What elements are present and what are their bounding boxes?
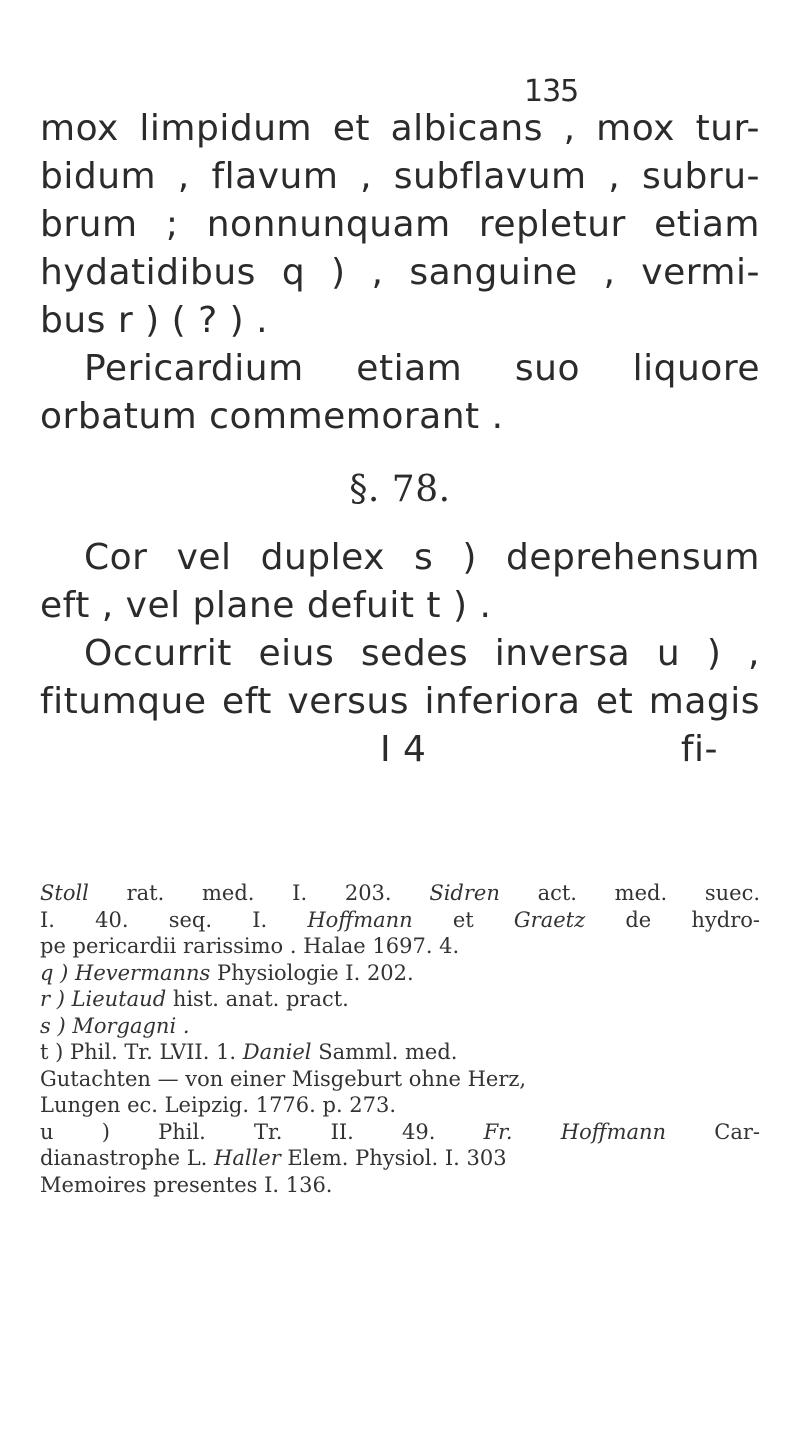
footnote-line: t ) Phil. Tr. LVII. 1. Daniel Samml. med.: [40, 1040, 458, 1064]
section-heading: §. 78.: [349, 469, 451, 510]
footnote-line: dianastrophe L. Haller Elem. Physiol. I. 303: [40, 1146, 507, 1170]
footnote-line: pe pericardii rarissimo . Halae 1697. 4.: [40, 934, 460, 958]
footnote-line: I. 40. seq. I. Hoffmann et Graetz de hydro-: [40, 907, 760, 932]
footnotes: [40, 880, 760, 1198]
text-line: Occurrit eius sedes inversa u ) ,: [84, 633, 760, 674]
text-line: orbatum commemorant .: [40, 396, 504, 437]
footnote-line: q ) Hevermanns Physiologie I. 202.: [40, 960, 414, 985]
signature-mark: I 4: [380, 729, 427, 770]
footnote-line: u ) Phil. Tr. II. 49. Fr. Hoffmann Car-: [40, 1119, 760, 1144]
text-line: fitumque eft versus inferiora et magis: [40, 681, 760, 722]
footnote-line: Stoll rat. med. I. 203. Sidren act. med. suec.: [40, 881, 760, 905]
page-number: 135: [524, 74, 579, 109]
text-line: bus r ) ( ? ) .: [40, 300, 269, 341]
footnote-line: Memoires presentes I. 136.: [40, 1172, 333, 1197]
text-line: Pericardium etiam suo liquore: [84, 348, 760, 389]
footnote-line: Gutachten — von einer Misgeburt ohne Herz,: [40, 1066, 527, 1091]
signature-line: [40, 726, 760, 774]
catchword: fi-: [680, 729, 718, 770]
footnote-line: s ) Morgagni .: [40, 1013, 190, 1038]
text-line: brum ; nonnunquam repletur etiam: [40, 204, 760, 245]
text-line: Cor vel duplex s ) deprehensum: [84, 537, 760, 578]
footnote-line: r ) Lieutaud hist. anat. pract.: [40, 987, 349, 1011]
footnote-line: Lungen ec. Leipzig. 1776. p. 273.: [40, 1093, 397, 1117]
text-line: bidum , flavum , subflavum , subru-: [40, 156, 760, 197]
text-line: mox limpidum et albicans , mox tur-: [40, 108, 760, 149]
text-line: eft , vel plane defuit t ) .: [40, 585, 492, 626]
text-line: hydatidibus q ) , sanguine , vermi-: [40, 252, 760, 293]
main-text: [40, 105, 760, 774]
